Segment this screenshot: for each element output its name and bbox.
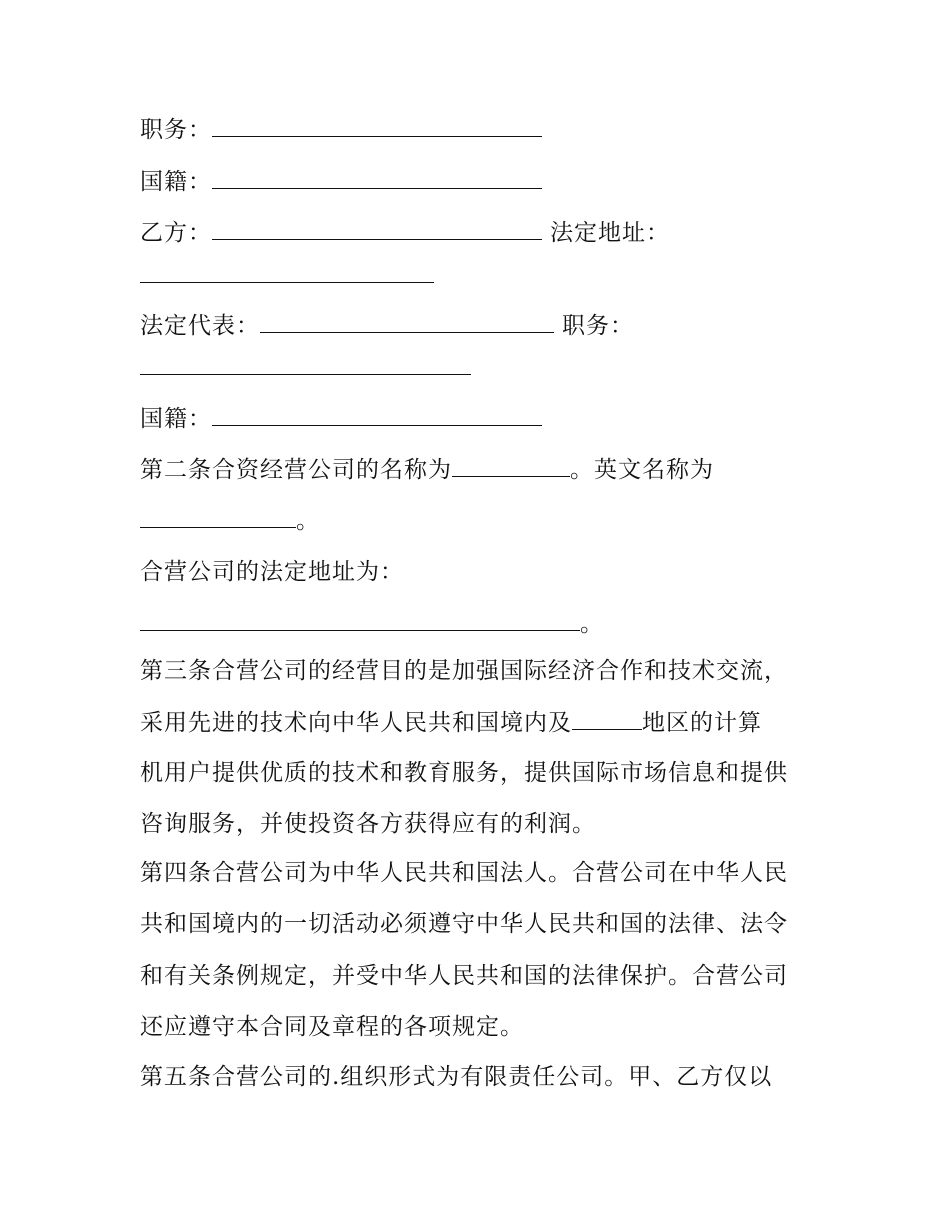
party-b-nationality-blank[interactable] <box>212 403 542 426</box>
english-name-blank[interactable] <box>140 505 296 528</box>
article3-line2-suffix: 地区的计算 <box>642 710 762 736</box>
party-a-nationality-blank[interactable] <box>212 166 542 189</box>
party-b-name-blank[interactable] <box>212 217 542 240</box>
article3-line2-prefix: 采用先进的技术向中华人民共和国境内及 <box>140 710 572 736</box>
article2-address-row <box>140 557 404 587</box>
article5-text: 第五条合营公司的.组织形式为有限责任公司。甲、乙方仅以 <box>140 1064 773 1090</box>
article2-address-label: 合营公司的法定地址为： <box>140 559 404 585</box>
article4-line <box>140 858 788 888</box>
party-a-title-label: 职务： <box>140 117 212 143</box>
article2-name-prefix: 第二条合资经营公司的名称为 <box>140 457 452 483</box>
article5-line <box>140 1062 772 1092</box>
article4-line <box>140 1012 524 1042</box>
company-address-blank[interactable] <box>140 608 580 631</box>
party-b-nationality-label: 国籍： <box>140 406 212 432</box>
company-name-blank[interactable] <box>452 454 570 477</box>
article4-text: 还应遵守本合同及章程的各项规定。 <box>140 1014 524 1040</box>
party-b-title-row <box>140 352 471 383</box>
party-a-title-row <box>140 114 542 145</box>
article2-address-period: 。 <box>580 611 604 637</box>
party-a-nationality-row <box>140 166 542 197</box>
party-b-nationality-row <box>140 403 542 434</box>
party-b-address-blank[interactable] <box>140 260 434 283</box>
article4-text: 第四条合营公司为中华人民共和国法人。合营公司在中华人民 <box>140 860 788 886</box>
article4-line <box>140 909 788 939</box>
region-blank[interactable] <box>572 707 642 730</box>
party-b-address-row <box>140 260 434 291</box>
party-a-nationality-label: 国籍： <box>140 169 212 195</box>
article2-english-label: 。英文名称为 <box>570 457 714 483</box>
article3-text: 机用户提供优质的技术和教育服务，提供国际市场信息和提供 <box>140 760 788 786</box>
party-b-title-blank[interactable] <box>140 352 471 375</box>
party-b-rep-label: 法定代表： <box>140 313 260 339</box>
article4-text: 共和国境内的一切活动必须遵守中华人民共和国的法律、法令 <box>140 911 788 937</box>
party-b-rep-blank[interactable] <box>260 310 554 333</box>
article2-address-blank-row <box>140 608 604 639</box>
article3-text: 第三条合营公司的经营目的是加强国际经济合作和技术交流， <box>140 658 788 684</box>
article2-period: 。 <box>296 508 320 534</box>
party-b-address-label: 法定地址： <box>550 220 670 246</box>
party-b-label: 乙方： <box>140 220 212 246</box>
article4-line <box>140 961 788 991</box>
article3-line <box>140 707 762 738</box>
article4-text: 和有关条例规定，并受中华人民共和国的法律保护。合营公司 <box>140 963 788 989</box>
article2-name-row <box>140 454 714 485</box>
article3-line <box>140 809 596 839</box>
article2-english-row <box>140 505 320 536</box>
article3-line <box>140 758 788 788</box>
party-b-row <box>140 217 670 248</box>
party-a-title-blank[interactable] <box>212 114 542 137</box>
party-b-rep-row <box>140 310 634 341</box>
article3-text: 咨询服务，并使投资各方获得应有的利润。 <box>140 811 596 837</box>
party-b-title-label: 职务： <box>562 313 634 339</box>
article3-line <box>140 656 788 686</box>
